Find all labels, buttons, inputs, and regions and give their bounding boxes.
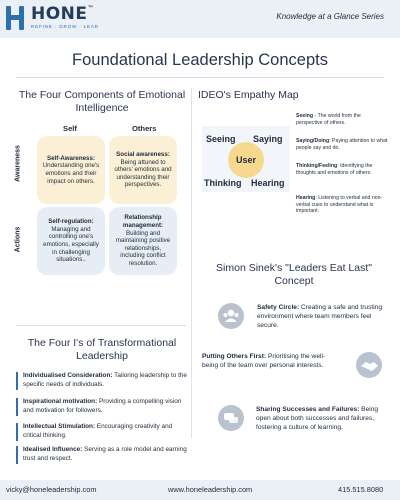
tl-text: Tailoring leadership to the specific needs of individuals.: [23, 372, 187, 388]
quadrant-text: Being attuned to others' emotions and understanding their perspectives.: [114, 158, 172, 189]
quadrant-text: Managing and controlling one's emotions, especially in challenging situations..: [43, 225, 99, 264]
empathy-desc-thinking: [296, 163, 388, 176]
handshake-icon: [356, 352, 382, 378]
sinek-text: Creating a safe and trusting environment where team members feel secure.: [257, 304, 382, 329]
ei-col-others: Others: [132, 124, 157, 133]
footer-email-link[interactable]: vicky@honeleadership.com: [6, 485, 97, 494]
footer-phone: 415.515.8080: [338, 485, 384, 494]
ei-row-actions: Actions: [14, 226, 22, 253]
quadrant-heading: Self-Awareness:: [46, 154, 96, 162]
sinek-title-line2: Concept: [274, 275, 314, 287]
sinek-text: Prioritising the well-being of the team over personal interests.: [202, 353, 326, 369]
desc-text: : Identifying the thoughts and emotions of others.: [296, 163, 373, 176]
chat-bubbles-icon: [218, 405, 244, 431]
empathy-map-title: IDEO's Empathy Map: [198, 89, 299, 101]
empathy-desc-saying: [296, 138, 388, 151]
tl-heading: Individualised Consideration:: [23, 372, 113, 379]
desc-term: Saying/Doing: [296, 138, 330, 144]
quadrant-text: Understanding one's emotions and their impact on others.: [42, 162, 100, 185]
empathy-desc-seeing: [296, 113, 388, 126]
ei-quadrant-relationship-management: [109, 207, 177, 275]
desc-term: Hearing: [296, 195, 316, 201]
sinek-safety-circle: [257, 303, 389, 330]
quadrant-heading: Relationship management:: [122, 214, 164, 230]
sinek-text: Being open about both successes and failures, fostering a culture of learning.: [256, 406, 379, 431]
people-icon: [218, 303, 244, 329]
empathy-user-circle: User: [228, 142, 264, 178]
tl-heading: Idealised Influence:: [23, 446, 83, 453]
tl-title-line2: Leadership: [76, 350, 128, 362]
logo-name: HONE: [31, 4, 88, 25]
quadrant-text: Building and maintaining positive relationships, including conflict resolution.: [115, 229, 171, 267]
empathy-saying: Saying: [253, 134, 283, 144]
title-divider: [16, 77, 384, 78]
empathy-map-diagram: [202, 126, 290, 192]
ei-quadrant-self-regulation: [37, 207, 105, 275]
logo-trademark: ™: [87, 5, 95, 13]
ei-section-title: [16, 89, 188, 115]
footer-bar: [0, 480, 400, 500]
hone-logo-icon: [4, 5, 28, 31]
left-section-divider: [16, 325, 186, 326]
ei-row-awareness: Awareness: [14, 145, 22, 182]
sinek-title-line1: Simon Sinek's "Leaders Eat Last": [216, 262, 372, 274]
sinek-heading: Sharing Successes and Failures:: [256, 406, 360, 413]
ei-title-line2: Intelligence: [75, 102, 129, 114]
desc-text: : Listening to verbal and non-verbal cues to understand what is important.: [296, 195, 383, 215]
quadrant-heading: Self-regulation:: [48, 218, 94, 226]
tl-idealised-influence: [16, 446, 188, 464]
page-title: Foundational Leadership Concepts: [72, 51, 328, 69]
tl-title-line1: The Four I's of Transformational: [27, 337, 177, 349]
empathy-desc-hearing: [296, 195, 388, 215]
quadrant-heading: Social awareness:: [116, 151, 170, 159]
tl-heading: Intellectual Stimulation:: [23, 423, 96, 430]
header-bar: [0, 0, 400, 38]
logo-tagline: REFINE · GROW · LEAD: [31, 24, 99, 30]
tl-text: Encouraging creativity and critical thinking.: [23, 423, 173, 439]
tl-intellectual-stimulation: [16, 423, 188, 441]
tl-text: Serving as a role model and earning trust and respect.: [23, 446, 187, 462]
tl-heading: Inspirational motivation:: [23, 398, 98, 405]
empathy-hearing: Hearing: [251, 178, 285, 188]
empathy-seeing: Seeing: [206, 134, 236, 144]
sinek-heading: Putting Others First:: [202, 353, 267, 360]
footer-website-link[interactable]: www.honeleadership.com: [168, 485, 253, 494]
series-label: Knowledge at a Glance Series: [276, 12, 384, 21]
tl-text: Providing a compelling vision and motivation for followers.: [23, 398, 182, 414]
sinek-sharing-successes: [256, 405, 390, 432]
empathy-thinking: Thinking: [204, 178, 242, 188]
transformational-section-title: [16, 337, 188, 363]
tl-inspirational-motivation: [16, 398, 188, 416]
desc-term: Thinking/Feeling: [296, 163, 338, 169]
desc-text: - The world from the perspective of others.: [296, 113, 361, 126]
ei-quadrant-self-awareness: [37, 136, 105, 204]
hone-logo: [4, 5, 99, 31]
column-divider: [191, 88, 192, 438]
sinek-heading: Safety Circle:: [257, 304, 300, 311]
tl-individualised-consideration: [16, 372, 188, 390]
ei-title-line1: The Four Components of Emotional: [18, 89, 186, 101]
ei-quadrant-social-awareness: [109, 136, 177, 204]
sinek-putting-others-first: [202, 352, 338, 370]
desc-term: Seeing: [296, 113, 314, 119]
desc-text: : Paying attention to what people say and do.: [296, 138, 388, 151]
ei-col-self: Self: [63, 124, 77, 133]
sinek-section-title: [200, 262, 388, 288]
